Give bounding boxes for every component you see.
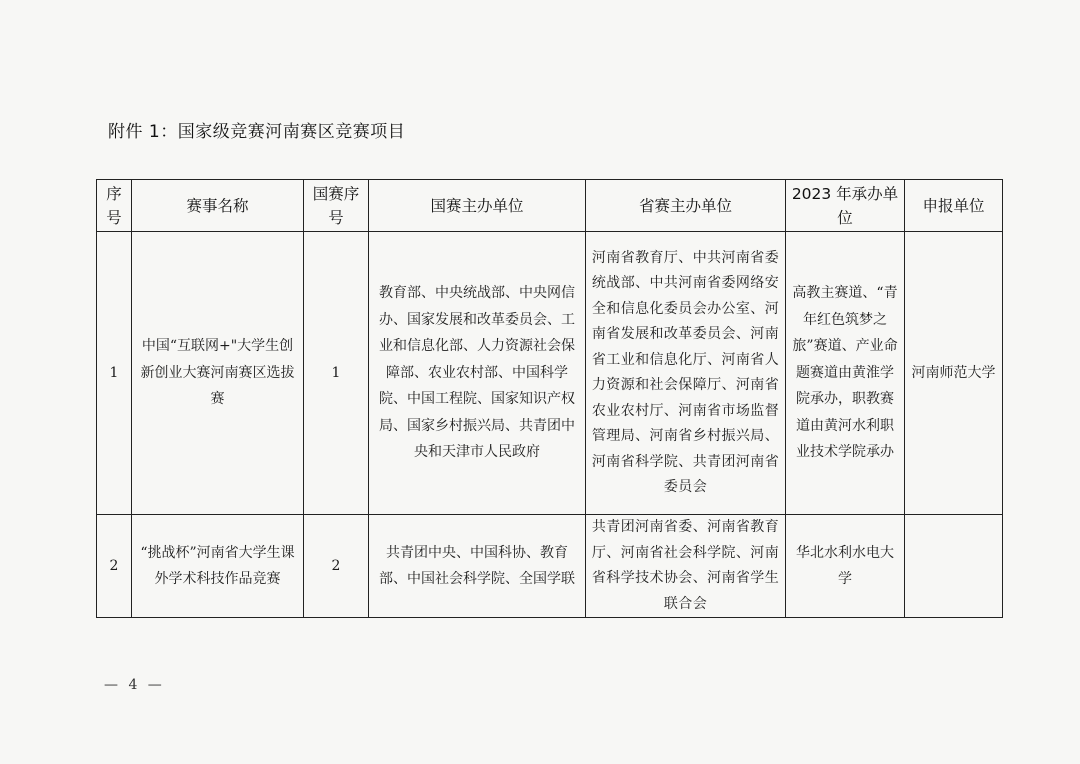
header-national-organizer: 国赛主办单位 — [369, 180, 586, 232]
header-applicant: 申报单位 — [905, 180, 1003, 232]
table-row — [97, 515, 1003, 618]
cell-provincial-organizer: 共青团河南省委、河南省教育厅、河南省社会科学院、河南省科学技术协会、河南省学生联合会 — [586, 515, 786, 618]
page-title: 附件 1：国家级竞赛河南赛区竞赛项目 — [108, 122, 406, 142]
header-national-seq: 国赛序号 — [304, 180, 369, 232]
cell-seq: 1 — [97, 232, 132, 515]
cell-event-name: 中国“互联网+"大学生创新创业大赛河南赛区选拔赛 — [132, 232, 304, 515]
cell-seq: 2 — [97, 515, 132, 618]
competition-table — [96, 179, 1003, 618]
cell-host-2023: 华北水利水电大学 — [786, 515, 905, 618]
header-host-2023: 2023 年承办单位 — [786, 180, 905, 232]
cell-national-organizer: 共青团中央、中国科协、教育部、中国社会科学院、全国学联 — [369, 515, 586, 618]
cell-applicant: 河南师范大学 — [905, 232, 1003, 515]
cell-event-name: “挑战杯”河南省大学生课外学术科技作品竞赛 — [132, 515, 304, 618]
cell-national-seq: 2 — [304, 515, 369, 618]
page-number: — 4 — — [104, 677, 165, 693]
cell-host-2023: 高教主赛道、“青年红色筑梦之旅”赛道、产业命题赛道由黄淮学院承办，职教赛道由黄河水利职业技术学院承办 — [786, 232, 905, 515]
header-event-name: 赛事名称 — [132, 180, 304, 232]
header-seq: 序号 — [97, 180, 132, 232]
cell-national-seq: 1 — [304, 232, 369, 515]
header-provincial-organizer: 省赛主办单位 — [586, 180, 786, 232]
cell-applicant — [905, 515, 1003, 618]
cell-provincial-organizer: 河南省教育厅、中共河南省委统战部、中共河南省委网络安全和信息化委员会办公室、河南省发展和改革委员会、河南省工业和信息化厅、河南省人力资源和社会保障厅、河南省农业农村厅、河南省市场监督管理局、河南省乡村振兴局、河南省科学院、共青团河南省委员会 — [586, 232, 786, 515]
cell-national-organizer: 教育部、中央统战部、中央网信办、国家发展和改革委员会、工业和信息化部、人力资源社会保障部、农业农村部、中国科学院、中国工程院、国家知识产权局、国家乡村振兴局、共青团中央和天津市人民政府 — [369, 232, 586, 515]
table-header-row — [97, 180, 1003, 232]
table-row — [97, 232, 1003, 515]
